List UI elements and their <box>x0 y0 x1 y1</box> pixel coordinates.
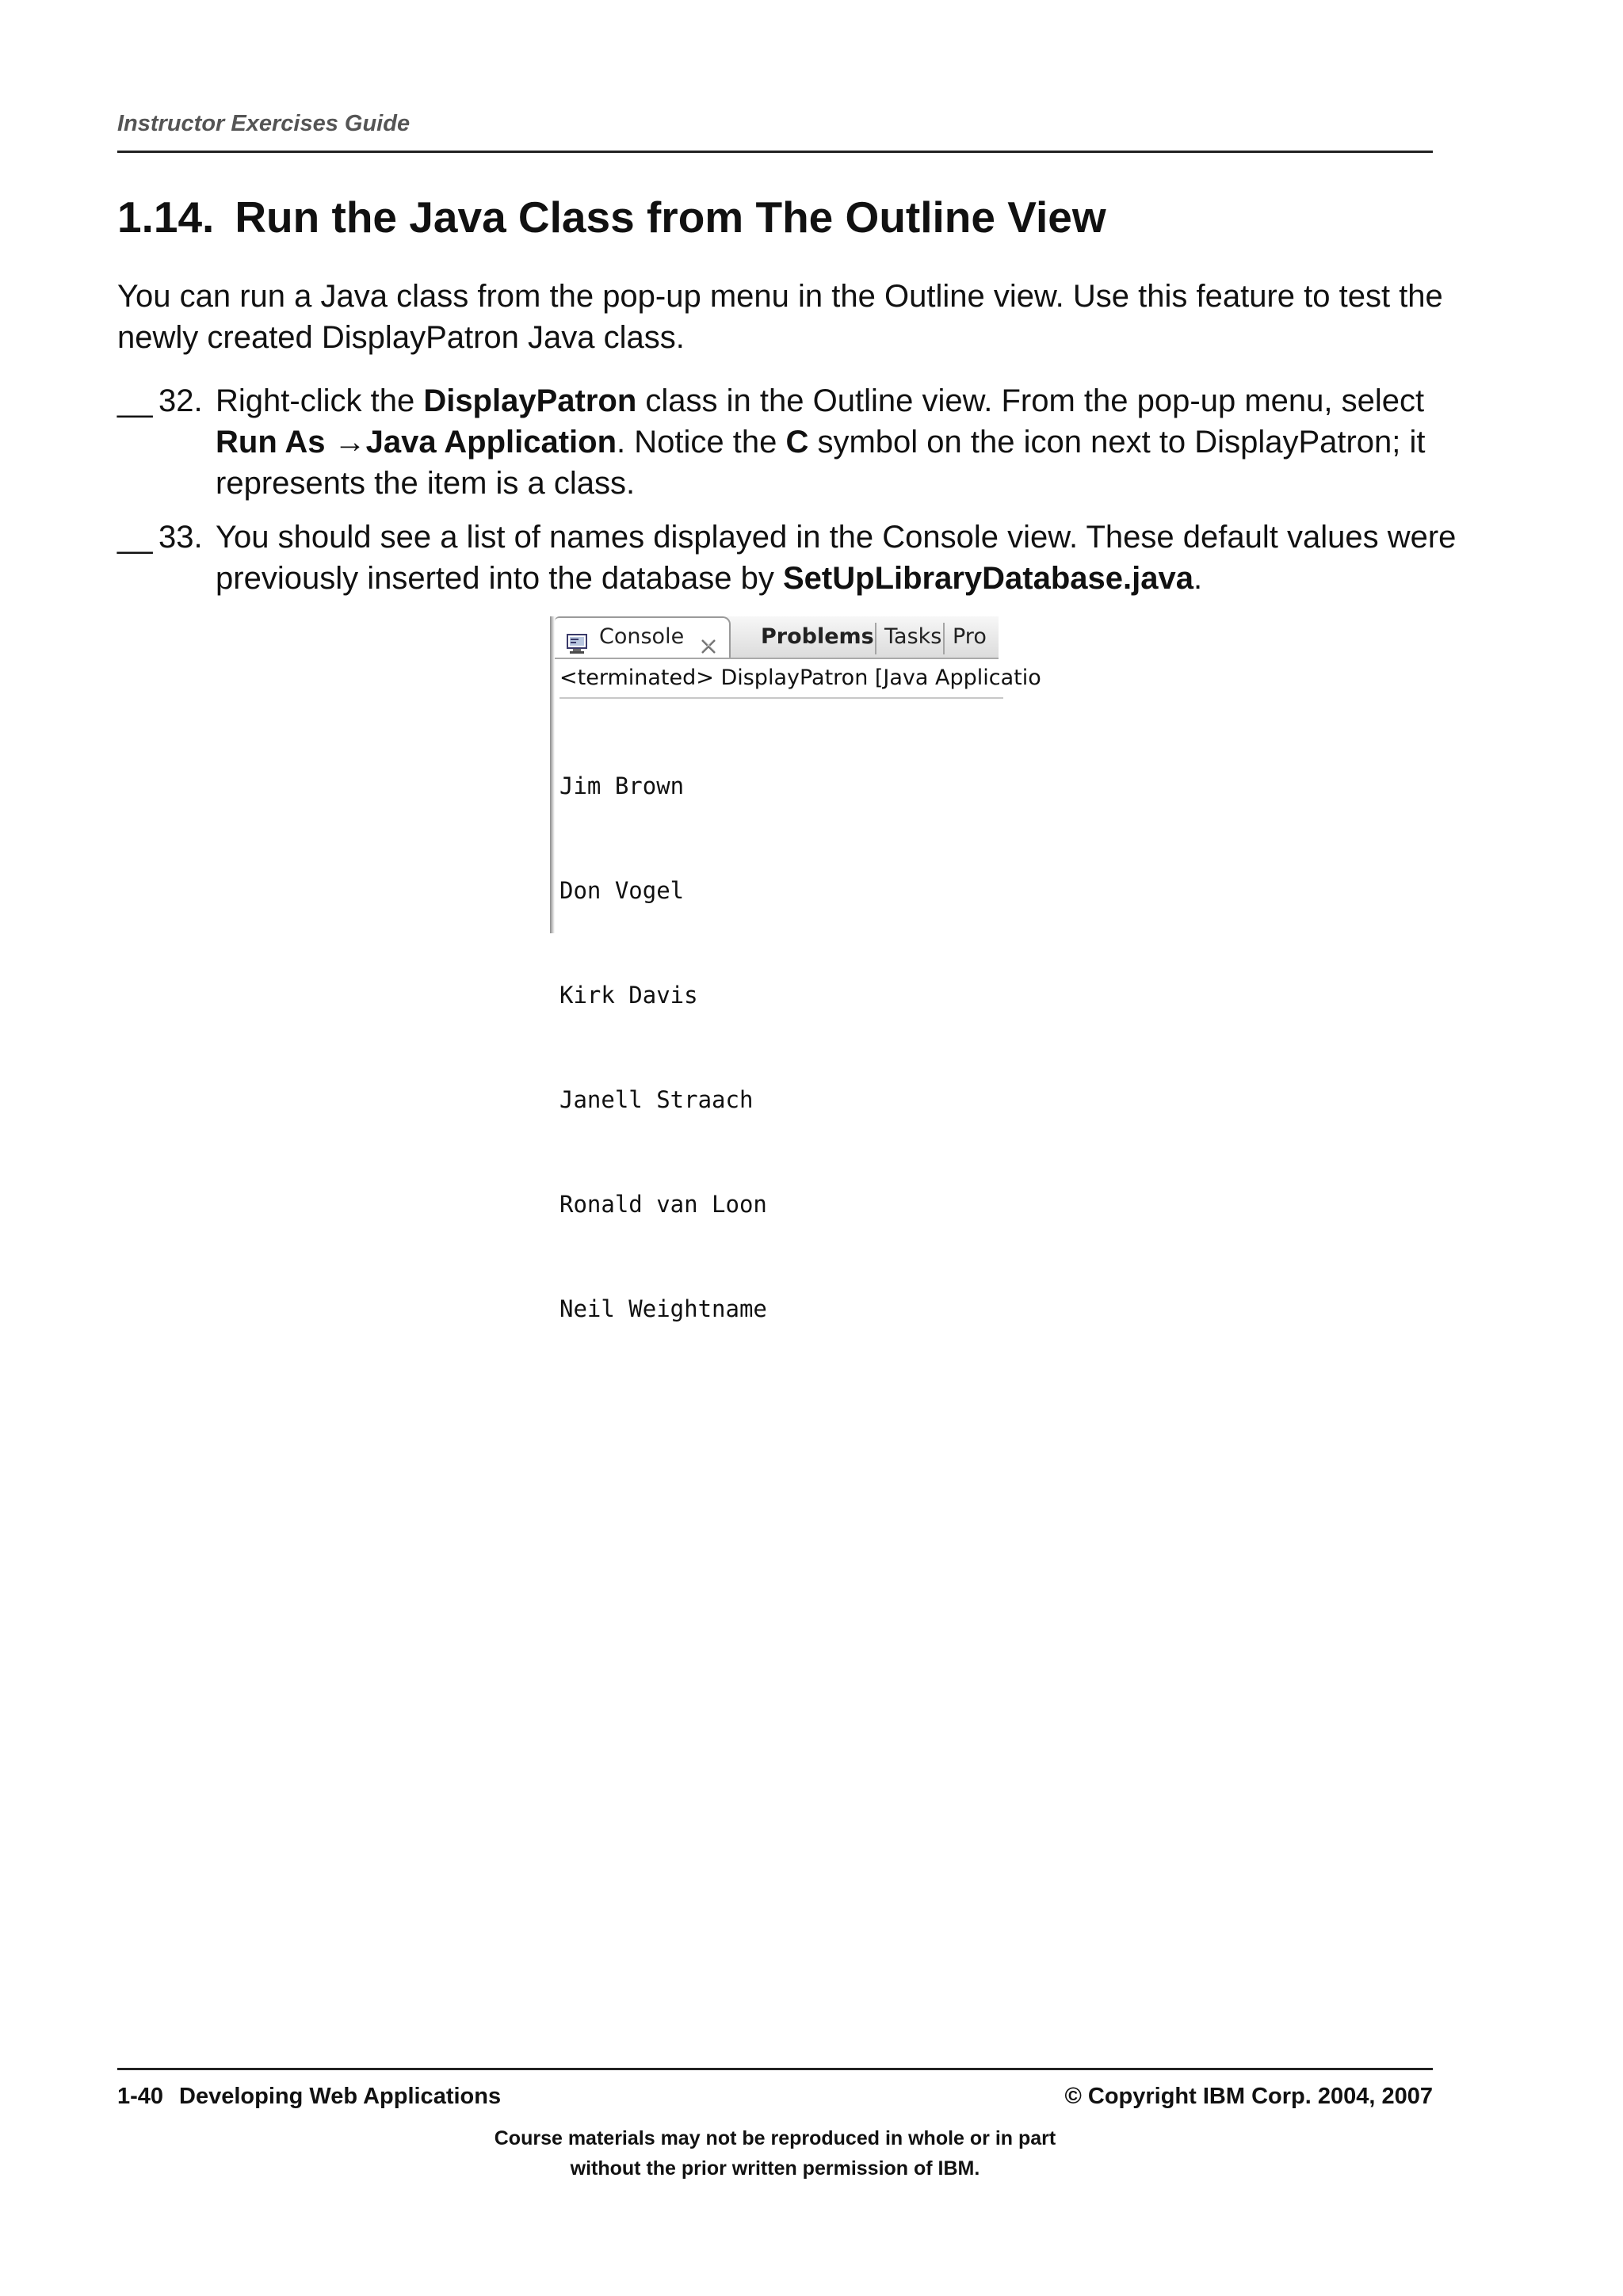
step-bold-java-application: Java Application <box>365 425 617 460</box>
footer-left <box>117 2084 501 2110</box>
step-number: 32. <box>158 383 203 418</box>
console-status-line: <terminated> DisplayPatron [Java Applicatio <box>559 659 1003 699</box>
section-number: 1.14. <box>117 193 215 242</box>
tab-separator <box>943 623 945 654</box>
intro-paragraph: You can run a Java class from the pop-up menu in the Outline view. Use this feature to test the newly created DisplayPatron Java class. <box>117 279 1443 355</box>
running-header: Instructor Exercises Guide <box>117 111 411 136</box>
console-output-line: Jim Brown <box>559 772 685 799</box>
footer-rule <box>117 2068 1433 2070</box>
step-bold-displaypatron: DisplayPatron <box>423 383 637 418</box>
footer-notice-line: Course materials may not be reproduced in whole or in part <box>494 2127 1056 2149</box>
book-title: Developing Web Applications <box>179 2084 502 2109</box>
console-view-screenshot <box>550 616 1041 1322</box>
step-checkbox-blank: __ <box>117 520 153 555</box>
console-output-line: Ronald van Loon <box>559 1191 767 1218</box>
tab-console[interactable] <box>555 616 731 658</box>
step-32 <box>117 380 1465 504</box>
tab-problems[interactable]: Problems <box>761 624 874 649</box>
step-text-part: Right-click the <box>216 383 424 418</box>
console-output-line: Kirk Davis <box>559 982 698 1009</box>
tab-console-label: Console <box>599 624 685 649</box>
step-text-part: symbol on the icon next to DisplayPatron; it represents the item is a class. <box>216 425 1426 501</box>
section-title <box>117 192 1106 242</box>
console-tab-bar <box>555 616 999 659</box>
step-number: 33. <box>158 520 203 555</box>
tab-tasks[interactable]: Tasks <box>884 624 942 649</box>
step-bold-c: C <box>785 425 809 460</box>
tab-partial[interactable]: Pro <box>953 624 987 649</box>
step-text-part: . <box>1193 561 1203 596</box>
console-left-border <box>550 616 555 933</box>
page-number: 1-40 <box>117 2084 164 2109</box>
header-rule <box>117 151 1433 153</box>
step-text-part: You should see a list of names displayed in the Console view. These default values were previously inserted into the database by <box>216 520 1457 596</box>
step-text <box>216 380 1465 504</box>
console-output <box>559 699 767 1396</box>
tab-separator <box>875 623 876 654</box>
step-33 <box>117 517 1465 599</box>
arrow-icon: → <box>334 425 366 460</box>
console-output-line: Janell Straach <box>559 1086 754 1113</box>
section-title-text: Run the Java Class from The Outline View <box>235 193 1106 242</box>
footer-notice-line: without the prior written permission of IBM. <box>570 2157 980 2180</box>
footer-copyright: © Copyright IBM Corp. 2004, 2007 <box>1064 2084 1433 2109</box>
footer-notice <box>0 2123 1550 2183</box>
console-output-line: Don Vogel <box>559 877 685 904</box>
step-text-part: . Notice the <box>617 425 786 460</box>
step-bold-run-as: Run As <box>216 425 326 460</box>
step-bold-setuplibrarydatabase: SetUpLibraryDatabase.java <box>783 561 1194 596</box>
step-text-part: class in the Outline view. From the pop-up menu, select <box>636 383 1425 418</box>
step-checkbox-blank: __ <box>117 383 153 418</box>
console-output-line: Neil Weightname <box>559 1295 767 1322</box>
step-text <box>216 517 1465 599</box>
